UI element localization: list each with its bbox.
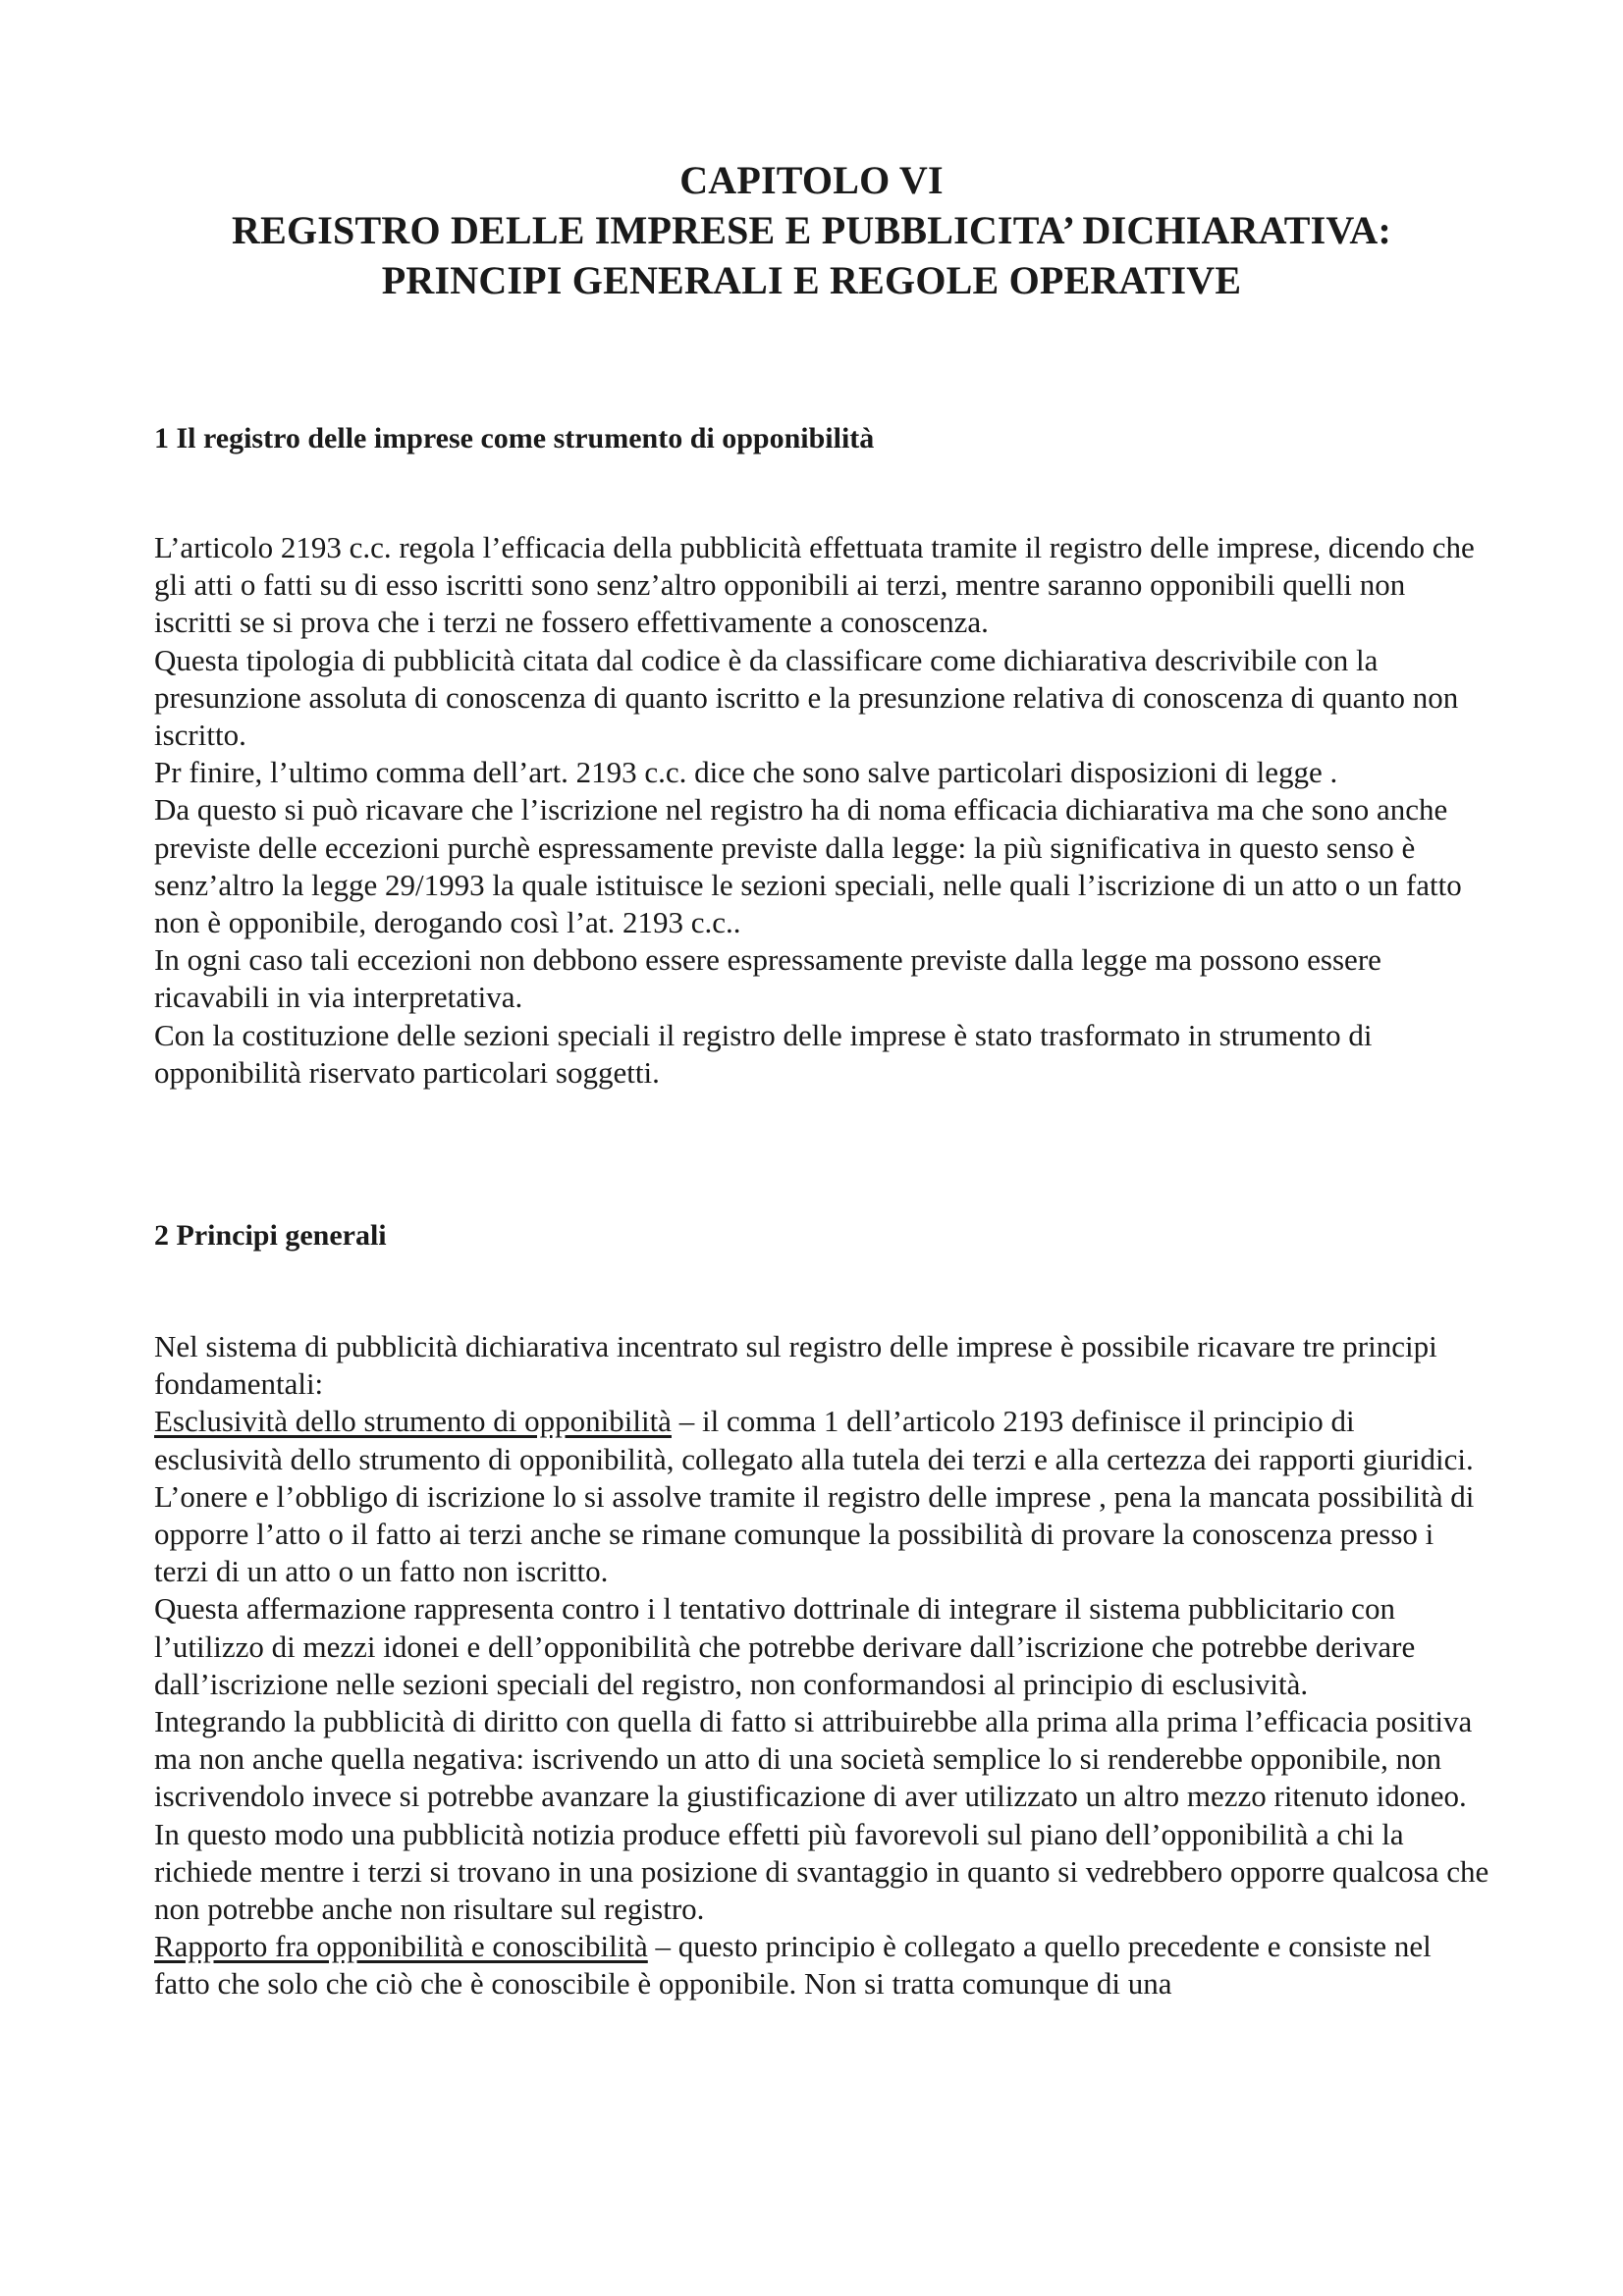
section-1-paragraph-4: Da questo si può ricavare che l’iscrizione nel registro ha di noma efficacia dichiarativa ma che sono anche previste delle eccezioni purchè espressamente previste dalla legge: la più significativa in questo senso è senz’altro la legge 29/1993 la quale istituisce le sezioni speciali, nelle quali l’iscrizione di un atto o un fatto non è opponibile, derogando così l’at. 2193 c.c.. xyxy=(154,792,1462,940)
chapter-title-line-1: REGISTRO DELLE IMPRESE E PUBBLICITA’ DICHIARATIVA: xyxy=(232,208,1391,252)
section-1-paragraph-3: Pr finire, l’ultimo comma dell’art. 2193 c.c. dice che sono salve particolari disposizioni di legge . xyxy=(154,755,1338,790)
section-1-paragraph-6: Con la costituzione delle sezioni speciali il registro delle imprese è stato trasformato in strumento di opponibilità riservato particolari soggetti. xyxy=(154,1017,1373,1090)
section-2-body xyxy=(154,1328,1489,2003)
chapter-title xyxy=(0,155,1623,305)
principle-2-text: – questo principio è collegato a quello precedente e consiste nel fatto che solo che ciò che è conoscibile è opponibile. Non si tratta comunque di una xyxy=(154,1929,1432,2002)
section-2-heading: 2 Principi generali xyxy=(154,1219,387,1252)
section-2-paragraph-3: Integrando la pubblicità di diritto con quella di fatto si attribuirebbe alla prima alla prima l’efficacia positiva ma non anche quella negativa: iscrivendo un atto di una società semplice lo si renderebbe opponibile, non iscrivendolo invece si potrebbe avanzare la giustificazione di aver utilizzato un altro mezzo ritenuto idoneo. In questo modo una pubblicità notizia produce effetti più favorevoli sul piano dell’opponibilità a chi la richiede mentre i terzi si trovano in una posizione di svantaggio in quanto si vedrebbero opporre qualcosa che non potrebbe anche non risultare sul registro. xyxy=(154,1704,1489,1927)
principle-1-text: – il comma 1 dell’articolo 2193 definisce il principio di esclusività dello strumento di opponibilità, collegato alla tutela dei terzi e alla certezza dei rapporti giuridici. L’onere e l’obbligo di iscrizione lo si assolve tramite il registro delle imprese , pena la mancata possibilità di opporre l’atto o il fatto ai terzi anche se rimane comunque la possibilità di provare la conoscenza presso i terzi di un atto o un fatto non iscritto. xyxy=(154,1404,1475,1589)
section-2-principle-2 xyxy=(154,1928,1489,2002)
section-1-body xyxy=(154,529,1489,1092)
chapter-title-line-2: PRINCIPI GENERALI E REGOLE OPERATIVE xyxy=(381,258,1242,302)
section-2-principle-1 xyxy=(154,1403,1489,1590)
chapter-number: CAPITOLO VI xyxy=(679,158,944,202)
section-2-paragraph-2: Questa affermazione rappresenta contro i l tentativo dottrinale di integrare il sistema pubblicitario con l’utilizzo di mezzi idonei e dell’opponibilità che potrebbe derivare dall’iscrizione che potrebbe derivare dall’iscrizione nelle sezioni speciali del registro, non conformandosi al principio di esclusività. xyxy=(154,1591,1416,1701)
section-1-paragraph-2: Questa tipologia di pubblicità citata dal codice è da classificare come dichiarativa descrivibile con la presunzione assoluta di conoscenza di quanto iscritto e la presunzione relativa di conoscenza di quanto non iscritto. xyxy=(154,642,1459,753)
section-1-heading: 1 Il registro delle imprese come strumento di opponibilità xyxy=(154,422,875,454)
section-1-paragraph-5: In ogni caso tali eccezioni non debbono essere espressamente previste dalla legge ma possono essere ricavabili in via interpretativa. xyxy=(154,942,1381,1015)
principle-1-title: Esclusività dello strumento di opponibilità xyxy=(154,1404,672,1439)
principle-2-title: Rapporto fra opponibilità e conoscibilità xyxy=(154,1929,648,1964)
section-1-paragraph-1: L’articolo 2193 c.c. regola l’efficacia della pubblicità effettuata tramite il registro delle imprese, dicendo che gli atti o fatti su di esso iscritti sono senz’altro opponibili ai terzi, mentre saranno opponibili quelli non iscritti se si prova che i terzi ne fossero effettivamente a conoscenza. xyxy=(154,530,1475,640)
section-2-intro: Nel sistema di pubblicità dichiarativa incentrato sul registro delle imprese è possibile ricavare tre principi fondamentali: xyxy=(154,1329,1437,1402)
